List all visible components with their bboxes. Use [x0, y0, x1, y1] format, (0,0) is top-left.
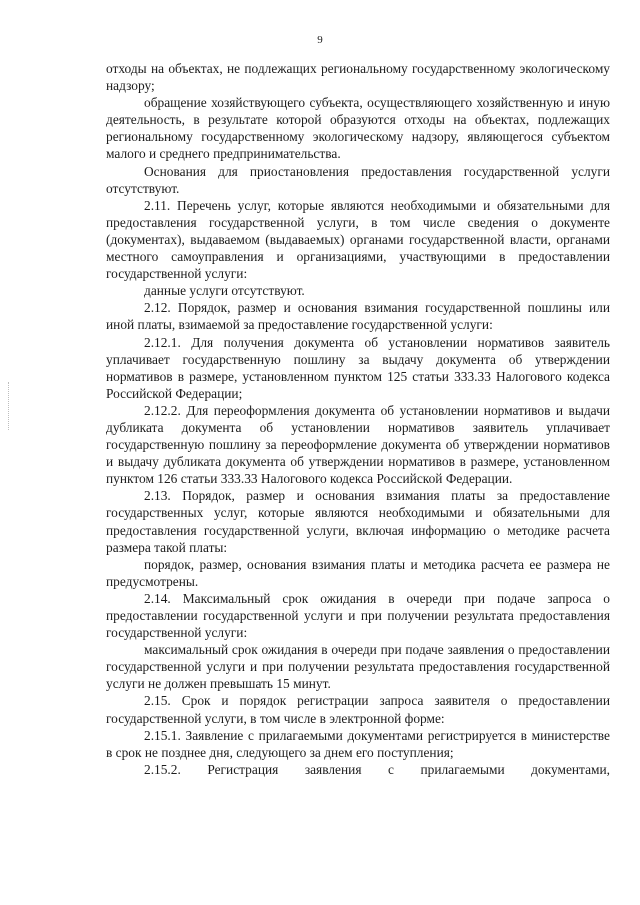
paragraph-11: 2.14. Максимальный срок ожидания в очереди при подаче запроса о предоставлении государственной услуги и при получении результата предоставления государственной услуги:	[106, 590, 610, 641]
paragraph-4: 2.11. Перечень услуг, которые являются необходимыми и обязательными для предоставления государственной услуги, в том числе сведения о документе (документах), выдаваемом (выдаваемых) органами государственной власти, органами местного самоуправления и организациями, участвующими в предоставлении государственной услуги:	[106, 197, 610, 282]
margin-marks	[8, 382, 12, 430]
paragraph-2: обращение хозяйствующего субъекта, осуществляющего хозяйственную и иную деятельность, в результате которой образуются отходы на объектах, подлежащих региональному государственному экологическому надзору, являющегося субъектом малого и среднего предпринимательства.	[106, 95, 610, 162]
paragraph-3: Основания для приостановления предоставления государственной услуги отсутствуют.	[106, 163, 610, 196]
paragraph-7: 2.12.1. Для получения документа об установлении нормативов заявитель уплачивает государственную пошлину за выдачу документа об утверждении нормативов в размере, установленном пунктом 125 статьи 333.33 Налогового кодекса Российской Федерации;	[106, 334, 610, 401]
paragraph-6: 2.12. Порядок, размер и основания взимания государственной пошлины или иной платы, взимаемой за предоставление государственной услуги:	[106, 300, 610, 333]
paragraph-14: 2.15.1. Заявление с прилагаемыми документами регистрируется в министерстве в срок не позднее дня, следующего за днем его поступления;	[106, 727, 610, 760]
page-number: 9	[317, 34, 323, 46]
document-body	[106, 60, 610, 778]
paragraph-5: данные услуги отсутствуют.	[144, 283, 305, 299]
paragraph-10: порядок, размер, основания взимания платы и методика расчета ее размера не предусмотрены.	[106, 556, 610, 589]
paragraph-1: отходы на объектах, не подлежащих региональному государственному экологическому надзору;	[106, 61, 610, 94]
paragraph-15: 2.15.2. Регистрация заявления с прилагаемыми документами,	[144, 761, 610, 777]
paragraph-9: 2.13. Порядок, размер и основания взимания платы за предоставление государственных услуг, которые являются необходимыми и обязательными для предоставления государственной услуги, включая информацию о методике расчета размера такой платы:	[106, 488, 610, 555]
paragraph-13: 2.15. Срок и порядок регистрации запроса заявителя о предоставлении государственной услуги, в том числе в электронной форме:	[106, 693, 610, 726]
paragraph-12: максимальный срок ожидания в очереди при подаче заявления о предоставлении государственной услуги и при получении результата предоставления государственной услуги не должен превышать 15 минут.	[106, 642, 610, 692]
paragraph-8: 2.12.2. Для переоформления документа об установлении нормативов и выдачи дубликата документа об установлении нормативов заявитель уплачивает государственную пошлину за переоформление документа об утверждении нормативов и выдачу дубликата документа об утверждении нормативов в размере, установленном пунктом 126 статьи 333.33 Налогового кодекса Российской Федерации.	[106, 402, 610, 487]
